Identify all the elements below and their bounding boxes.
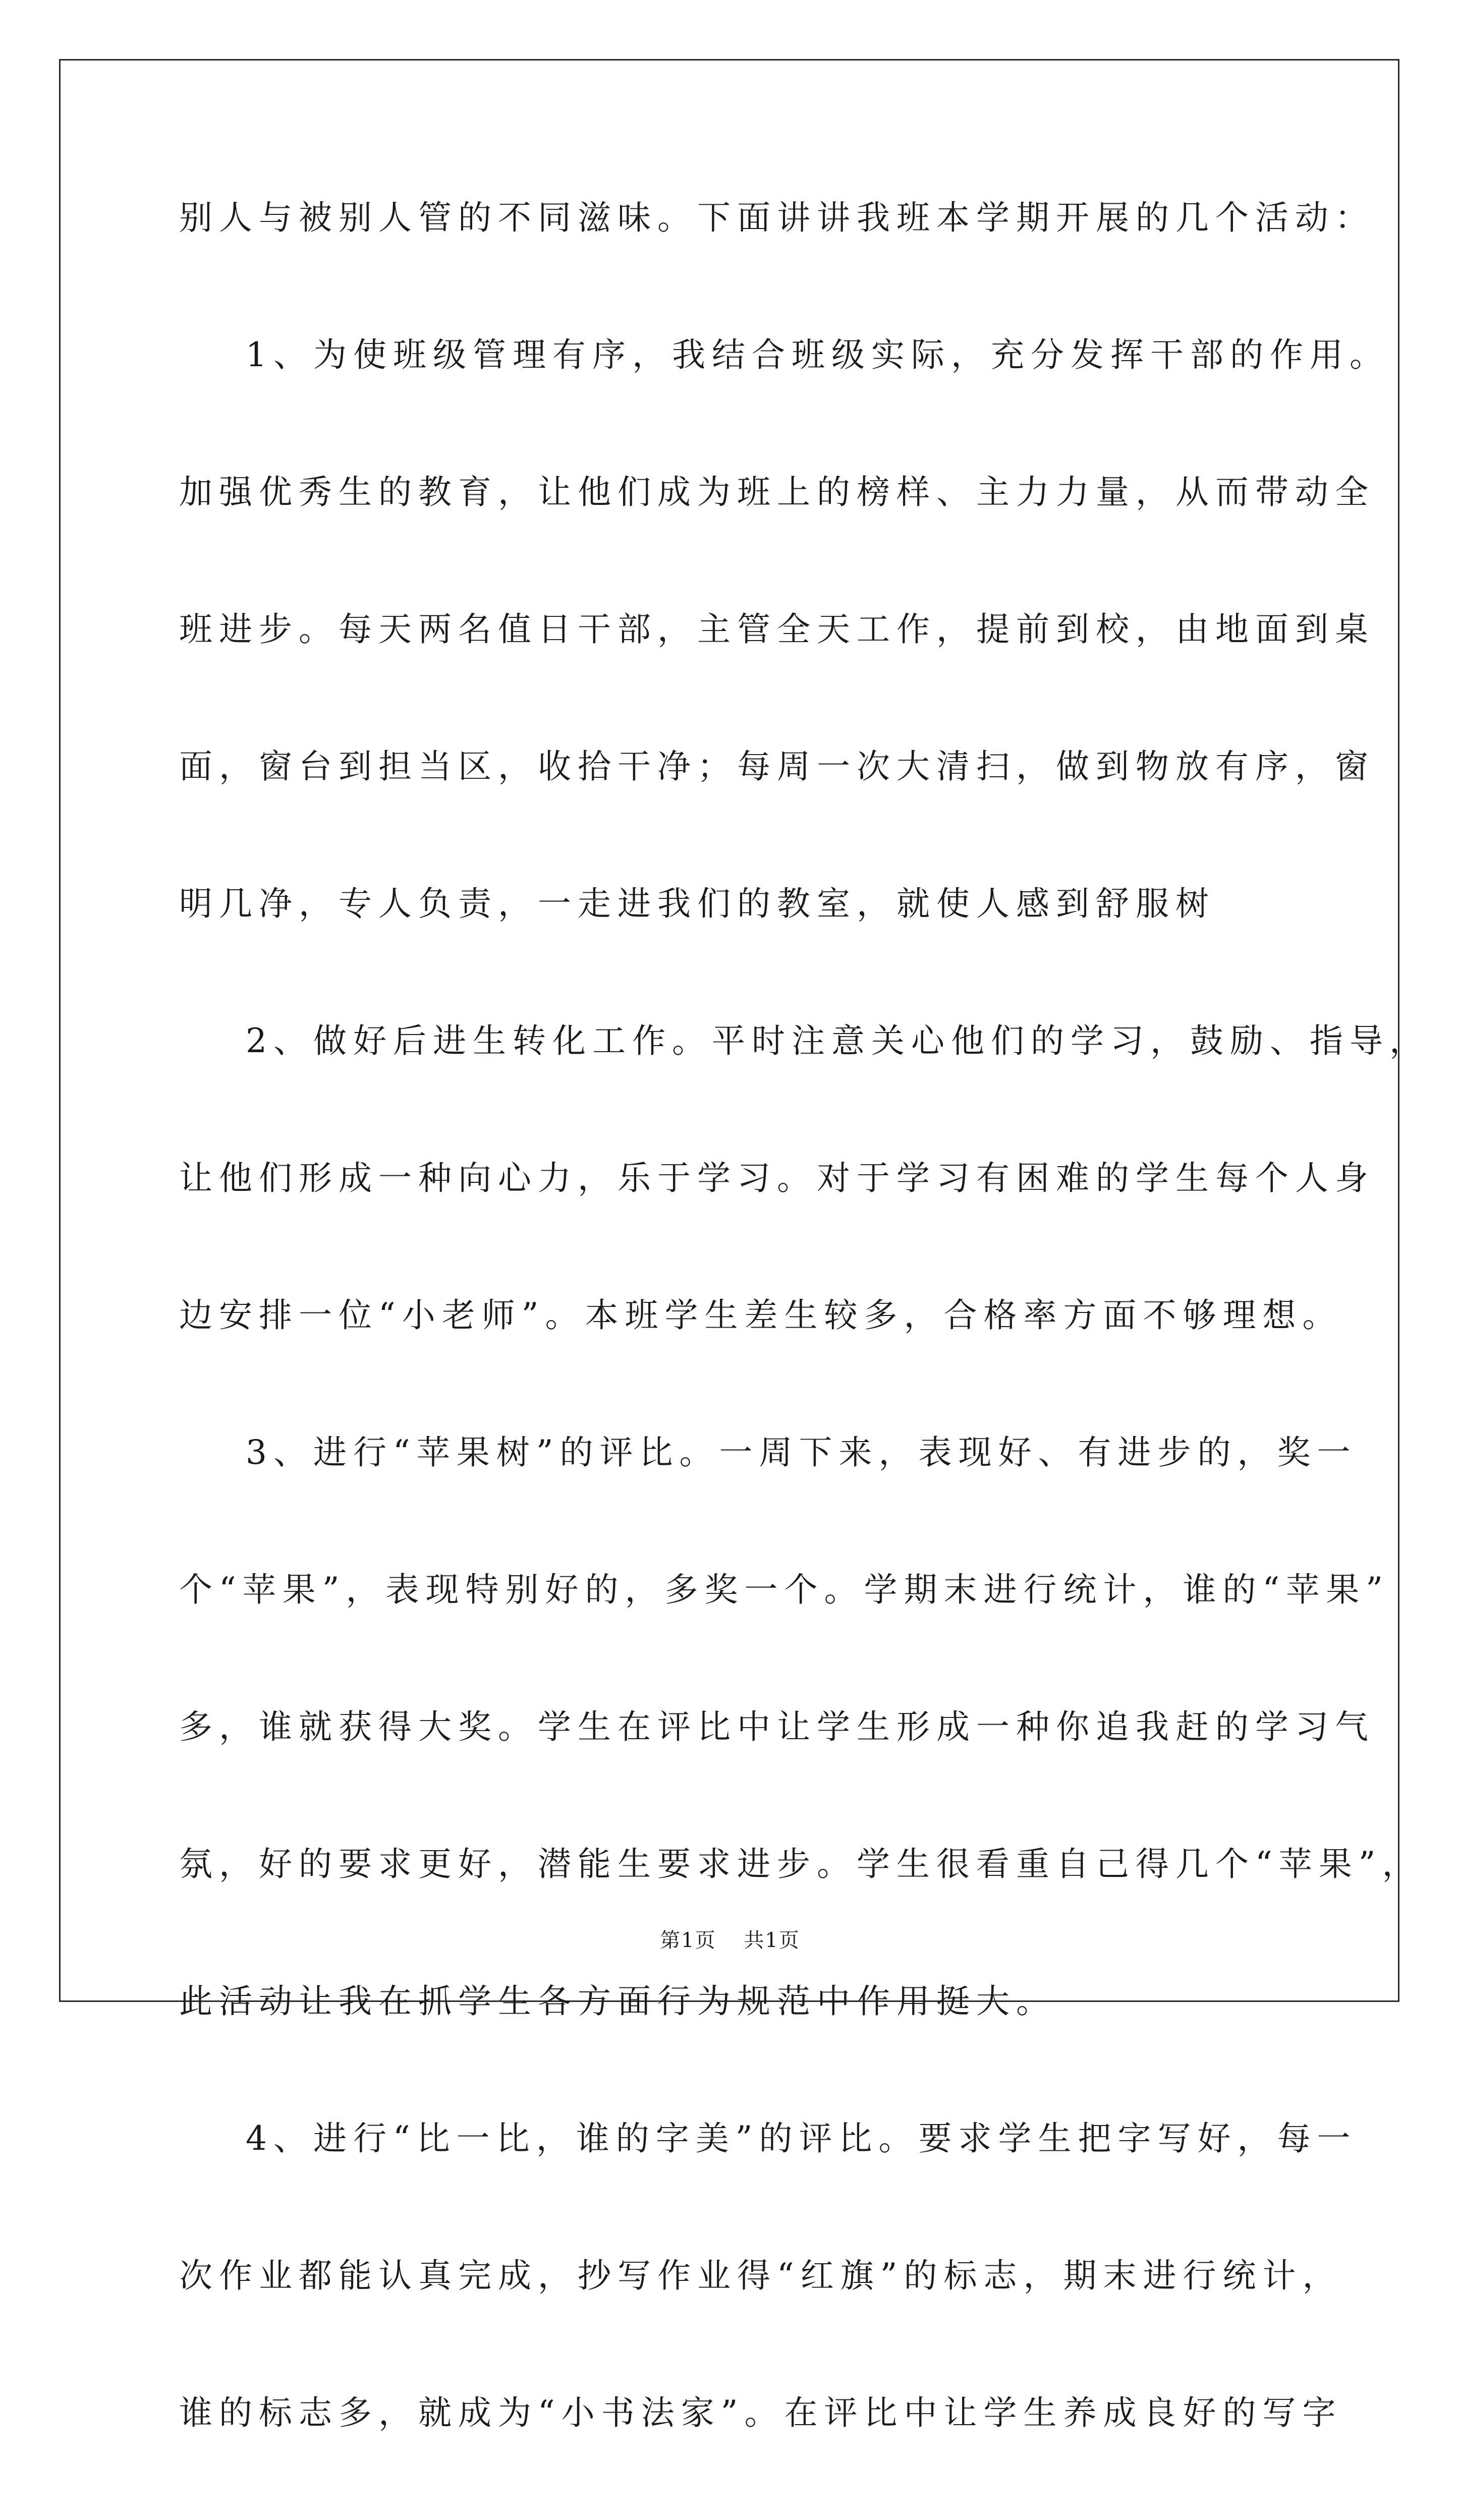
text-line: 氛，好的要求更好，潜能生要求进步。学生很看重自己得几个“苹果”， bbox=[179, 1845, 1422, 1883]
text-line: 班进步。每天两名值日干部，主管全天工作，提前到校，由地面到桌 bbox=[179, 610, 1375, 649]
paragraph-start-line: 3、进行“苹果树”的评比。一周下来，表现好、有进步的，奖一 bbox=[246, 1433, 1357, 1472]
document-body bbox=[179, 188, 1429, 2520]
paragraph-start-line: 4、进行“比一比，谁的字美”的评比。要求学生把字写好，每一 bbox=[246, 2119, 1357, 2158]
text-line: 别人与被别人管的不同滋味。下面讲讲我班本学期开展的几个活动： bbox=[179, 198, 1375, 237]
page-number-current: 第1页 bbox=[660, 1929, 716, 1952]
text-line: 加强优秀生的教育，让他们成为班上的榜样、主力力量，从而带动全 bbox=[179, 473, 1375, 511]
page-footer bbox=[0, 1924, 1460, 1953]
paragraph-start-line: 2、做好后进生转化工作。平时注意关心他们的学习，鼓励、指导， bbox=[246, 1021, 1429, 1060]
text-line: 边安排一位“小老师”。本班学生差生较多，合格率方面不够理想。 bbox=[179, 1296, 1342, 1335]
text-line: 次作业都能认真完成，抄写作业得“红旗”的标志，期末进行统计， bbox=[179, 2256, 1342, 2295]
paragraph-start-line: 1、为使班级管理有序，我结合班级实际，充分发挥干部的作用。 bbox=[246, 335, 1389, 374]
page-number-total: 共1页 bbox=[744, 1929, 800, 1952]
text-line: 面，窗台到担当区，收拾干净；每周一次大清扫，做到物放有序，窗 bbox=[179, 747, 1375, 786]
text-line: 让他们形成一种向心力，乐于学习。对于学习有困难的学生每个人身 bbox=[179, 1159, 1375, 1197]
text-line: 谁的标志多，就成为“小书法家”。在评比中让学生养成良好的写字 bbox=[179, 2393, 1342, 2432]
text-line: 多，谁就获得大奖。学生在评比中让学生形成一种你追我赶的学习气 bbox=[179, 1707, 1375, 1746]
text-line: 个“苹果”，表现特别好的，多奖一个。学期末进行统计，谁的“苹果” bbox=[179, 1570, 1389, 1609]
text-line: 此活动让我在抓学生各方面行为规范中作用挺大。 bbox=[179, 1982, 1056, 2021]
text-line: 明几净，专人负责，一走进我们的教室，就使人感到舒服树 bbox=[179, 884, 1215, 923]
